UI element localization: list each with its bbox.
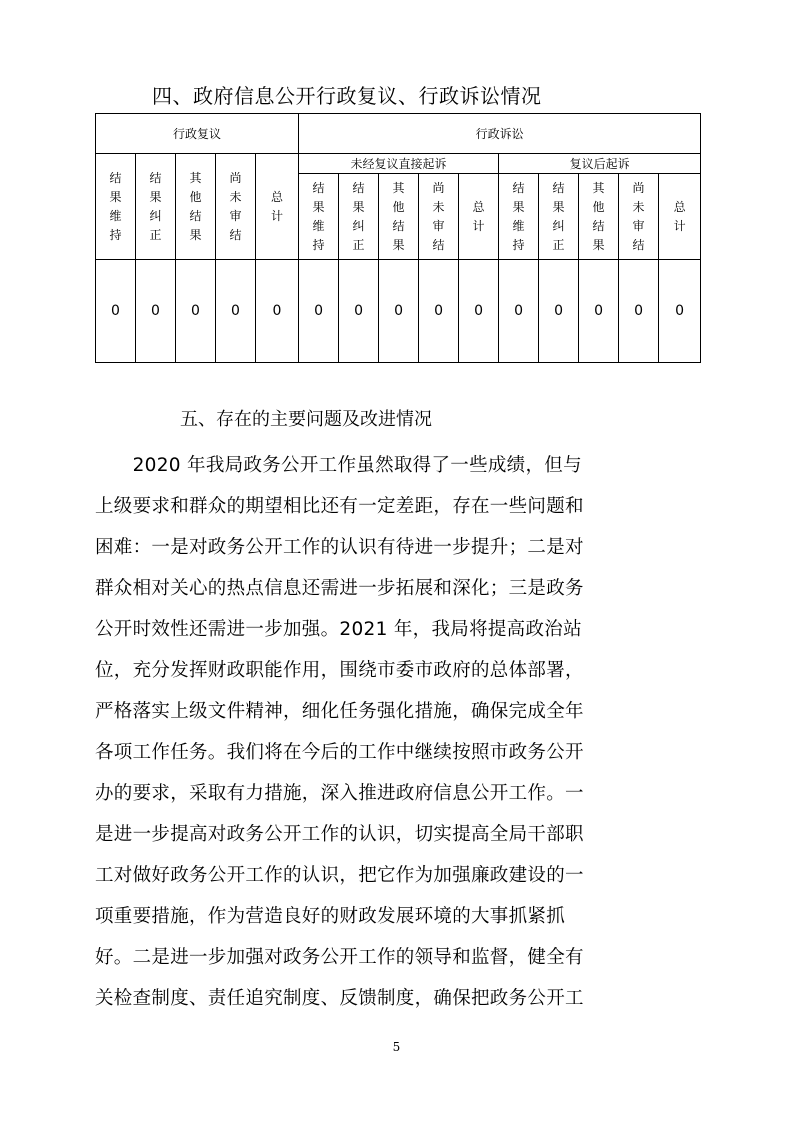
page-number: 5: [392, 1040, 401, 1054]
col-header: 其 他 结 果: [379, 174, 419, 260]
header-after-review-suit: 复议后起诉: [499, 154, 701, 174]
paragraph-line: 位，充分发挥财政职能作用，围绕市委市政府的总体部署，: [95, 660, 584, 681]
col-header: 尚 未 审 结: [216, 154, 256, 260]
paragraph-line: 严格落实上级文件精神，细化任务强化措施，确保完成全年: [95, 701, 584, 722]
col-header: 结 果 纠 正: [136, 154, 176, 260]
value-cell: 0: [339, 260, 379, 363]
paragraph-line: 项重要措施，作为营造良好的财政发展环境的大事抓紧抓: [95, 906, 566, 927]
paragraph-line: 2020 年我局政务公开工作虽然取得了一些成绩，但与: [95, 455, 582, 476]
col-header: 尚 未 审 结: [619, 174, 659, 260]
col-header: 总 计: [459, 174, 499, 260]
value-cell: 0: [256, 260, 299, 363]
value-cell: 0: [136, 260, 176, 363]
value-cell: 0: [216, 260, 256, 363]
paragraph-line: 公开时效性还需进一步加强。2021 年，我局将提高政治站: [95, 619, 582, 640]
value-cell: 0: [419, 260, 459, 363]
value-cell: 0: [459, 260, 499, 363]
col-header: 结 果 维 持: [299, 174, 339, 260]
value-cell: 0: [659, 260, 701, 363]
review-litigation-table: [95, 113, 701, 363]
col-header: 其 他 结 果: [176, 154, 216, 260]
col-header: 其 他 结 果: [579, 174, 619, 260]
value-cell: 0: [619, 260, 659, 363]
value-cell: 0: [539, 260, 579, 363]
col-header: 总 计: [659, 174, 701, 260]
col-header: 尚 未 审 结: [419, 174, 459, 260]
col-header: 总 计: [256, 154, 299, 260]
value-cell: 0: [96, 260, 136, 363]
col-header: 结 果 纠 正: [539, 174, 579, 260]
header-admin-review: 行政复议: [96, 114, 299, 154]
paragraph-line: 关检查制度、责任追究制度、反馈制度，确保把政务公开工: [95, 988, 584, 1009]
paragraph-line: 上级要求和群众的期望相比还有一定差距，存在一些问题和: [95, 496, 584, 517]
paragraph-line: 各项工作任务。我们将在今后的工作中继续按照市政务公开: [95, 742, 584, 763]
paragraph-line: 办的要求，采取有力措施，深入推进政府信息公开工作。一: [95, 783, 584, 804]
header-admin-litigation: 行政诉讼: [299, 114, 701, 154]
value-cell: 0: [499, 260, 539, 363]
section4-title: 四、政府信息公开行政复议、行政诉讼情况: [152, 84, 542, 108]
value-cell: 0: [176, 260, 216, 363]
value-cell: 0: [579, 260, 619, 363]
paragraph-line: 好。二是进一步加强对政务公开工作的领导和监督，健全有: [95, 947, 584, 968]
paragraph-line: 困难：一是对政务公开工作的认识有待进一步提升；二是对: [95, 537, 584, 558]
header-direct-suit: 未经复议直接起诉: [299, 154, 499, 174]
col-header: 结 果 纠 正: [339, 174, 379, 260]
paragraph-line: 是进一步提高对政务公开工作的认识，切实提高全局干部职: [95, 824, 584, 845]
value-cell: 0: [379, 260, 419, 363]
col-header: 结 果 维 持: [499, 174, 539, 260]
section5-title: 五、存在的主要问题及改进情况: [180, 409, 432, 430]
value-cell: 0: [299, 260, 339, 363]
paragraph-line: 工对做好政务公开工作的认识，把它作为加强廉政建设的一: [95, 865, 584, 886]
paragraph-line: 群众相对关心的热点信息还需进一步拓展和深化；三是政务: [95, 578, 584, 599]
body-paragraph: [95, 445, 700, 1019]
col-header: 结 果 维 持: [96, 154, 136, 260]
